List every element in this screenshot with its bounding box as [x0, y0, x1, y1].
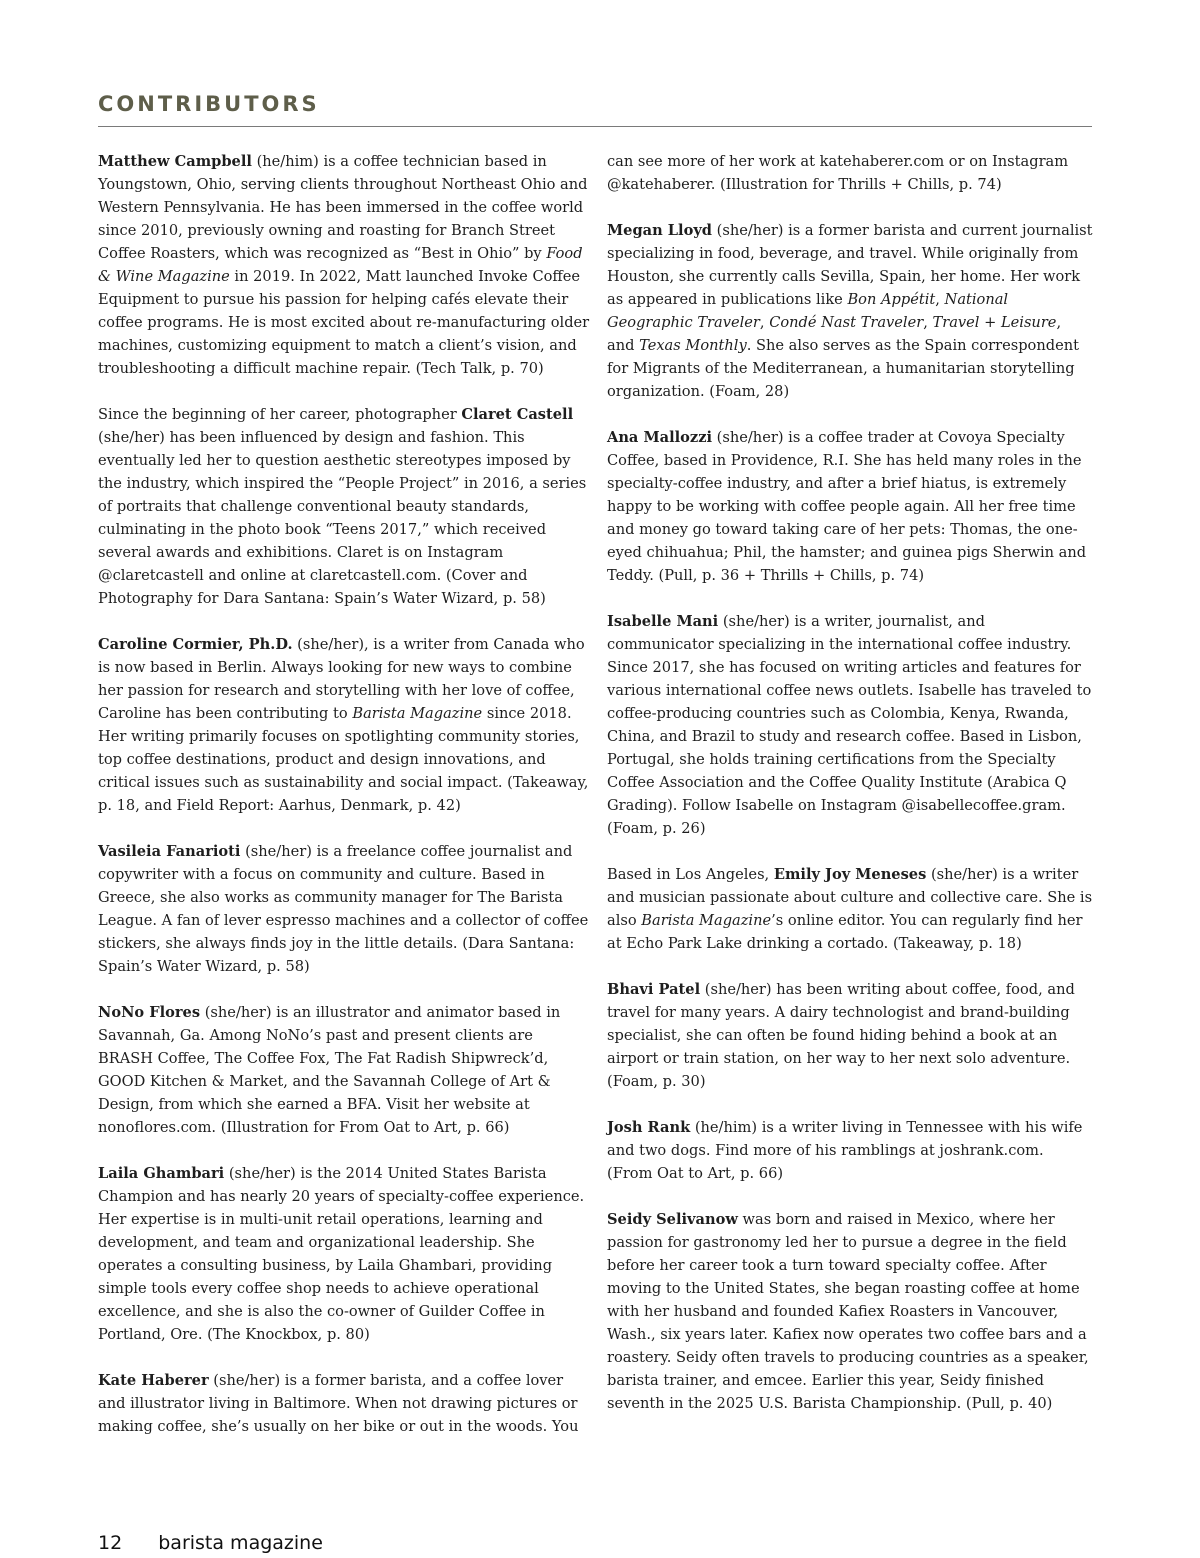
contributor-bio [607, 219, 1093, 403]
publication-title: Condé Nast Traveler [769, 314, 924, 331]
contributor-name: Matthew Campbell [98, 153, 252, 170]
contributor-name: Emily Joy Meneses [773, 866, 927, 883]
contributor-name: Isabelle Mani [607, 613, 719, 630]
publication-title: Food & Wine Magazine [98, 245, 583, 285]
contributor-bio [607, 863, 1093, 955]
publication-title: National Geographic Traveler [607, 291, 1009, 331]
contributor-name: Kate Haberer [98, 1372, 209, 1389]
bio-text: , [935, 291, 945, 308]
publication-title: Bon Appétit [847, 291, 936, 308]
contributor-name: Bhavi Patel [607, 981, 701, 998]
contributor-name: Megan Lloyd [607, 222, 713, 239]
bio-text: was born and raised in Mexico, where her passion for gastronomy led her to pursue a degree in the field before her career took a turn toward specialty coffee. After moving to the United States, she began roasting coffee at home with her husband and founded Kafiex Roasters in Vancouver, Wash., six years later. Kafiex now operates two coffee bars and a roastery. Seidy often travels to producing countries as a speaker, barista trainer, and emcee. Earlier this year, Seidy finished seventh in the 2025 U.S. Barista Championship. (Pull, p. 40) [607, 1211, 1089, 1412]
bio-text: (he/him) is a coffee technician based in Youngstown, Ohio, serving clients throughout Northeast Ohio and Western Pennsylvania. He has been immersed in the coffee world since 2010, previously owning and roasting for Branch Street Coffee Roasters, which was recognized as “Best in Ohio” by [98, 153, 588, 262]
bio-text: Based in Los Angeles, [607, 866, 774, 883]
contributor-bio [607, 426, 1093, 587]
publication-title: Texas Monthly [639, 337, 747, 354]
contributor-name: Vasileia Fanarioti [98, 843, 241, 860]
bio-text: (she/her) is an illustrator and animator based in Savannah, Ga. Among NoNo’s past and present clients are BRASH Coffee, The Coffee Fox, The Fat Radish Shipwreck’d, GOOD Kitchen & Market, and the Savannah College of Art & Design, from which she earned a BFA. Visit her website at nonoflores.com. (Illustration for From Oat to Art, p. 66) [98, 1004, 561, 1136]
bio-text: (she/her), is a writer from Canada who is now based in Berlin. Always looking for new ways to combine her passion for research and storytelling with her love of coffee, Caroline has been contributing to [98, 636, 585, 722]
contributor-bio [98, 1369, 590, 1438]
right-column [607, 150, 1093, 1438]
magazine-name: barista magazine [158, 1532, 323, 1554]
heading-divider [98, 126, 1092, 127]
bio-text: (she/her) has been influenced by design and fashion. This eventually led her to question aesthetic stereotypes imposed by the industry, which inspired the “People Project” in 2016, a series of portraits that challenge conventional beauty standards, culminating in the photo book “Teens 2017,” which received several awards and exhibitions. Claret is on Instagram @claretcastell and online at claretcastell.com. (Cover and Photography for Dara Santana: Spain’s Water Wizard, p. 58) [98, 429, 587, 607]
left-column [98, 150, 590, 1461]
contributor-name: NoNo Flores [98, 1004, 201, 1021]
contributor-bio [607, 1116, 1093, 1185]
bio-text: (she/her) is a former barista, and a coffee lover and illustrator living in Baltimore. When not drawing pictures or making coffee, she’s usually on her bike or out in the woods. You [98, 1372, 579, 1435]
bio-text: can see more of her work at katehaberer.com or on Instagram @katehaberer. (Illustration for Thrills + Chills, p. 74) [607, 153, 1069, 193]
contributor-bio [98, 633, 590, 817]
contributor-bio [607, 610, 1093, 840]
publication-title: Travel + Leisure [932, 314, 1057, 331]
page-number: 12 [98, 1532, 123, 1554]
contributor-name: Claret Castell [461, 406, 574, 423]
contributor-bio [607, 150, 1093, 196]
page-footer [98, 1532, 323, 1554]
bio-text: in 2019. In 2022, Matt launched Invoke Coffee Equipment to pursue his passion for helping cafés elevate their coffee programs. He is most excited about re-manufacturing older machines, customizing equipment to match a client’s vision, and troubleshooting a difficult machine repair. (Tech Talk, p. 70) [98, 268, 590, 377]
bio-text: (she/her) is a former barista and current journalist specializing in food, beverage, and travel. While originally from Houston, she currently calls Sevilla, Spain, her home. Her work as appeared in publications like [607, 222, 1093, 308]
contributor-name: Seidy Selivanow [607, 1211, 738, 1228]
bio-text: (she/her) is a writer and musician passionate about culture and collective care. She is also [607, 866, 1093, 929]
bio-text: , [923, 314, 933, 331]
contributor-name: Caroline Cormier, Ph.D. [98, 636, 293, 653]
contributor-bio [607, 1208, 1093, 1415]
bio-text: since 2018. Her writing primarily focuses on spotlighting community stories, top coffee destinations, product and design innovations, and critical issues such as sustainability and social impact. (Takeaway, p. 18, and Field Report: Aarhus, Denmark, p. 42) [98, 705, 589, 814]
contributor-name: Laila Ghambari [98, 1165, 225, 1182]
bio-text: (she/her) has been writing about coffee, food, and travel for many years. A dairy technologist and brand-building specialist, she can often be found hiding behind a book at an airport or train station, on her way to her next solo adventure. (Foam, p. 30) [607, 981, 1075, 1090]
bio-text: , [759, 314, 770, 331]
bio-text: Since the beginning of her career, photographer [98, 406, 462, 423]
contributor-name: Josh Rank [607, 1119, 691, 1136]
bio-text: (she/her) is a coffee trader at Covoya Specialty Coffee, based in Providence, R.I. She has held many roles in the specialty-coffee industry, and after a brief hiatus, is extremely happy to be working with coffee people again. All her free time and money go toward taking care of her pets: Thomas, the one-eyed chihuahua; Phil, the hamster; and guinea pigs Sherwin and Teddy. (Pull, p. 36 + Thrills + Chills, p. 74) [607, 429, 1087, 584]
bio-text: (she/her) is a writer, journalist, and communicator specializing in the international coffee industry. Since 2017, she has focused on writing articles and features for various international coffee news outlets. Isabelle has traveled to coffee-producing countries such as Colombia, Kenya, Rwanda, China, and Brazil to study and research coffee. Based in Lisbon, Portugal, she holds training certifications from the Specialty Coffee Association and the Coffee Quality Institute (Arabica Q Grading). Follow Isabelle on Instagram @isabellecoffee.gram. (Foam, p. 26) [607, 613, 1092, 837]
page-heading: CONTRIBUTORS [98, 92, 320, 116]
publication-title: Barista Magazine [352, 705, 483, 722]
contributor-bio [98, 840, 590, 978]
bio-text: ’s online editor. You can regularly find her at Echo Park Lake drinking a cortado. (Takeaway, p. 18) [607, 912, 1083, 952]
bio-text: (she/her) is a freelance coffee journalist and copywriter with a focus on community and culture. Based in Greece, she also works as community manager for The Barista League. A fan of lever espresso machines and a collector of coffee stickers, she always finds joy in the little details. (Dara Santana: Spain’s Water Wizard, p. 58) [98, 843, 589, 975]
contributor-bio [98, 1001, 590, 1139]
contributor-bio [98, 403, 590, 610]
contributor-bio [98, 150, 590, 380]
bio-text: (she/her) is the 2014 United States Barista Champion and has nearly 20 years of specialty-coffee experience. Her expertise is in multi-unit retail operations, learning and development, and team and organizational leadership. She operates a consulting business, by Laila Ghambari, providing simple tools every coffee shop needs to achieve operational excellence, and she is also the co-owner of Guilder Coffee in Portland, Ore. (The Knockbox, p. 80) [98, 1165, 585, 1343]
bio-text: . She also serves as the Spain correspondent for Migrants of the Mediterranean, a humanitarian storytelling organization. (Foam, 28) [607, 337, 1079, 400]
bio-text: , and [607, 314, 1062, 354]
contributor-bio [607, 978, 1093, 1093]
contributor-name: Ana Mallozzi [607, 429, 713, 446]
publication-title: Barista Magazine [641, 912, 772, 929]
bio-text: (he/him) is a writer living in Tennessee with his wife and two dogs. Find more of his ramblings at joshrank.com. (From Oat to Art, p. 66) [607, 1119, 1083, 1182]
contributor-bio [98, 1162, 590, 1346]
